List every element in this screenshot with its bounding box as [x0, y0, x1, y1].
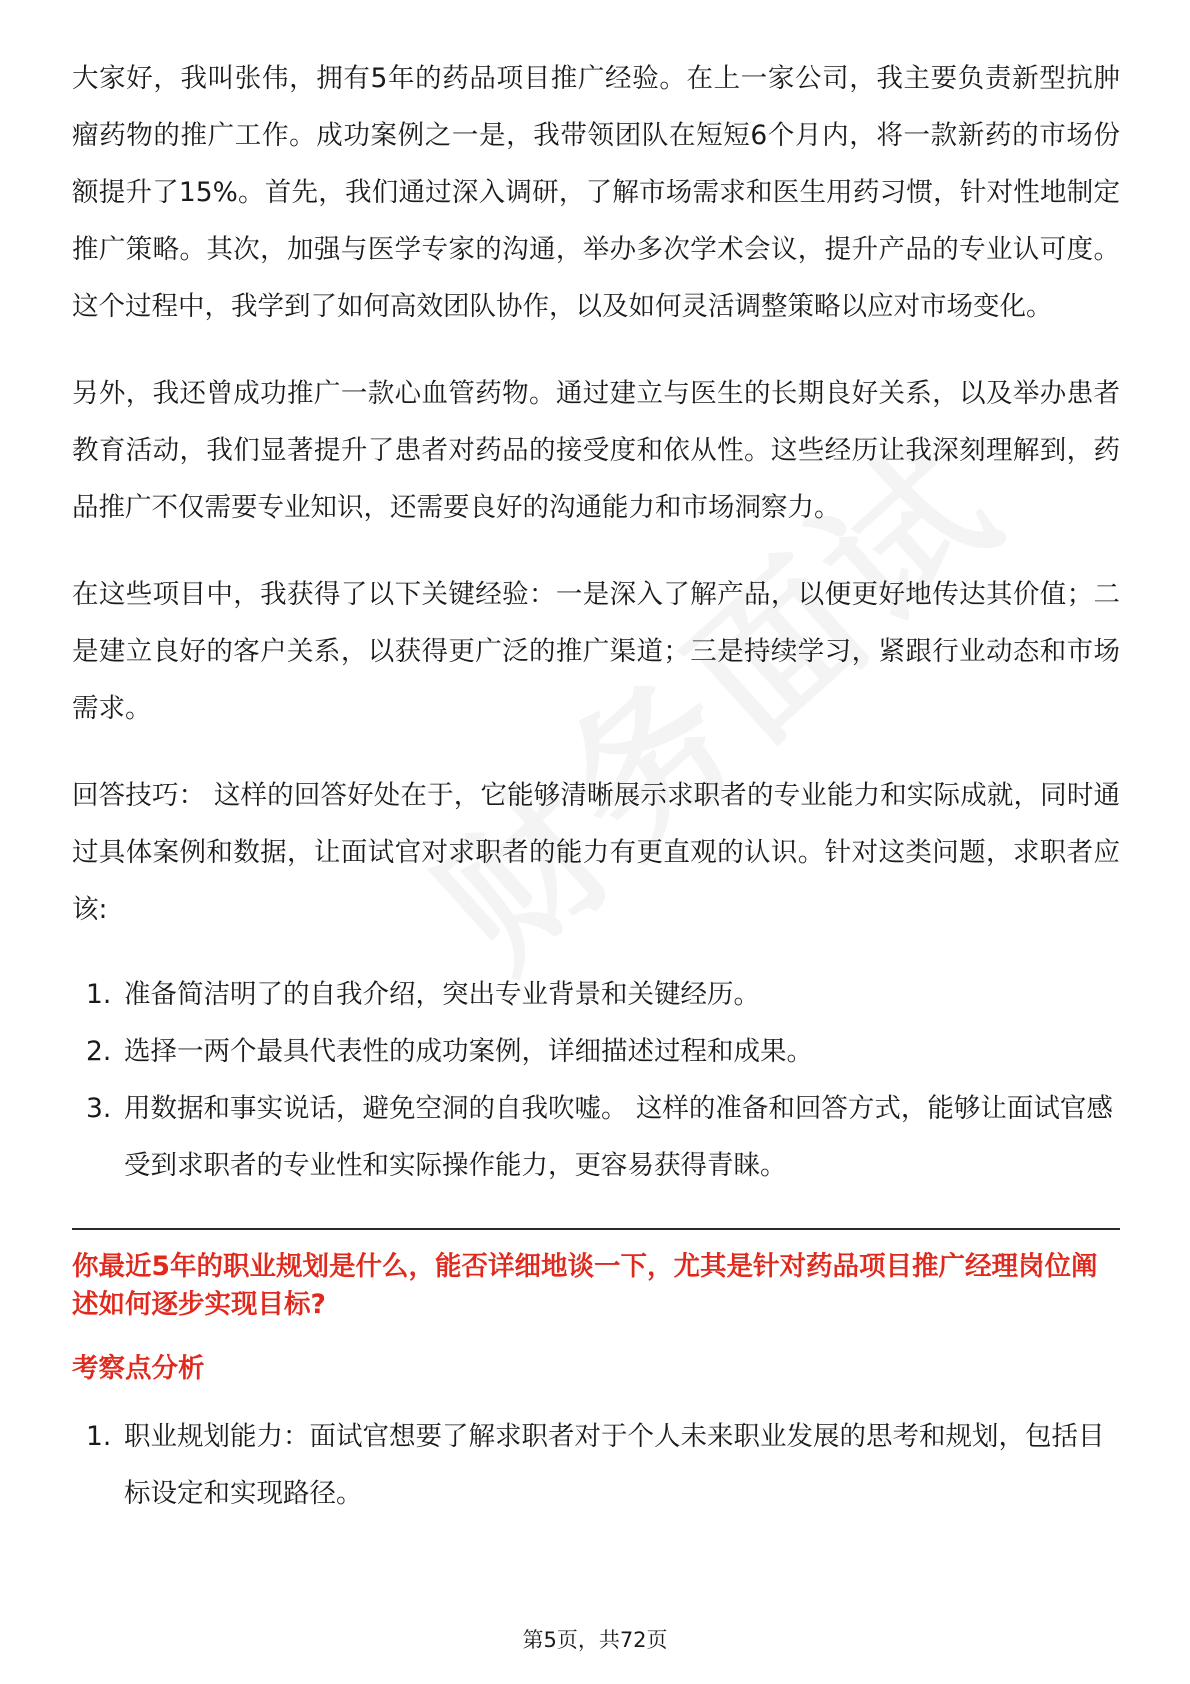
paragraph-cardio: 另外，我还曾成功推广一款心血管药物。通过建立与医生的长期良好关系，以及举办患者教育活动，我们显著提升了患者对药品的接受度和依从性。这些经历让我深刻理解到，药品推广不仅需要专业知识，还需要良好的沟通能力和市场洞察力。: [72, 378, 1120, 523]
page-footer: 第5页，共72页: [522, 1628, 668, 1652]
list-text: 职业规划能力：面试官想要了解求职者对于个人未来职业发展的思考和规划，包括目标设定和实现路径。: [124, 1421, 1105, 1509]
list-number: 2.: [86, 1036, 112, 1067]
section-divider: [72, 1228, 1120, 1230]
analysis-list: [72, 1408, 1120, 1522]
list-text: 准备简洁明了的自我介绍，突出专业背景和关键经历。: [124, 979, 760, 1010]
interview-question: 你最近5年的职业规划是什么，能否详细地谈一下，尤其是针对药品项目推广经理岗位阐述如何逐步实现目标?: [72, 1251, 1098, 1320]
list-number: 1.: [86, 1421, 112, 1452]
paragraph-answer-tips: 回答技巧： 这样的回答好处在于，它能够清晰展示求职者的专业能力和实际成就，同时通过具体案例和数据，让面试官对求职者的能力有更直观的认识。针对这类问题，求职者应该:: [72, 780, 1120, 925]
section-title: 考察点分析: [72, 1353, 205, 1384]
list-number: 3.: [86, 1093, 112, 1124]
list-item: [72, 1408, 1120, 1522]
list-number: 1.: [86, 979, 112, 1010]
list-item: [72, 966, 1120, 1023]
tips-list: [72, 966, 1120, 1194]
paragraph-intro: 大家好，我叫张伟，拥有5年的药品项目推广经验。在上一家公司，我主要负责新型抗肿瘤药物的推广工作。成功案例之一是，我带领团队在短短6个月内，将一款新药的市场份额提升了15%。首先，我们通过深入调研，了解市场需求和医生用药习惯，针对性地制定推广策略。其次，加强与医学专家的沟通，举办多次学术会议，提升产品的专业认可度。这个过程中，我学到了如何高效团队协作，以及如何灵活调整策略以应对市场变化。: [72, 63, 1120, 322]
paragraph-experience: 在这些项目中，我获得了以下关键经验：一是深入了解产品，以便更好地传达其价值；二是建立良好的客户关系，以获得更广泛的推广渠道；三是持续学习，紧跟行业动态和市场需求。: [72, 579, 1120, 724]
list-text: 用数据和事实说话，避免空洞的自我吹嘘。 这样的准备和回答方式，能够让面试官感受到求职者的专业性和实际操作能力，更容易获得青睐。: [124, 1093, 1113, 1181]
list-item: [72, 1023, 1120, 1080]
list-text: 选择一两个最具代表性的成功案例，详细描述过程和成果。: [124, 1036, 813, 1067]
list-item: [72, 1080, 1120, 1194]
document-page: [72, 50, 1120, 1522]
